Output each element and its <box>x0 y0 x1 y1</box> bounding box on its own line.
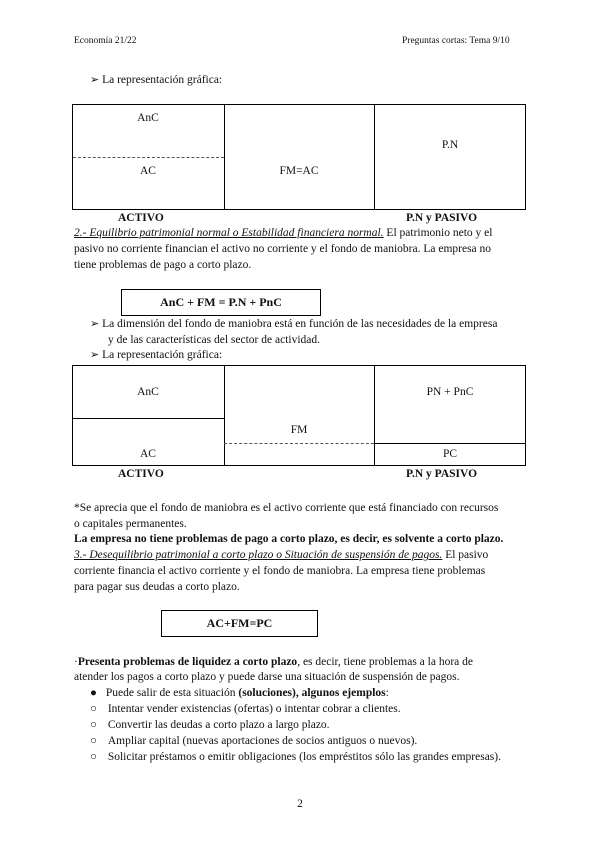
section2-line-1: pasivo no corriente financian el activo no corriente y el fondo de maniobra. La empresa no <box>74 243 492 255</box>
header-topic: Preguntas cortas: Tema 9/10 <box>402 36 510 46</box>
section3-intro-line2: atender los pagos a corto plazo y puede darse una situación de suspensión de pagos. <box>74 671 460 683</box>
section1-bullet-text: La representación gráfica: <box>102 74 223 86</box>
diagram1-ac: AC <box>140 165 156 177</box>
section1-bullet <box>90 73 222 88</box>
diagram2-fm: FM <box>290 424 308 436</box>
list-item <box>90 718 330 733</box>
diagram2-fm-dashed <box>224 443 374 444</box>
section2-conclusion: La empresa no tiene problemas de pago a corto plazo, es decir, es solvente a corto plazo. <box>74 533 504 545</box>
section2-title: 2.- Equilibrio patrimonial normal o Estabilidad financiera normal. <box>74 227 384 239</box>
diagram2-pc-top <box>374 443 526 444</box>
arrow-bullet-icon: ➢ <box>90 318 100 330</box>
list-item <box>90 750 501 765</box>
diagram2-anc-bottom <box>72 418 224 419</box>
diagram2-label-activo: ACTIVO <box>118 468 164 480</box>
section3-solutions-prefix: Puede salir de esta situación <box>105 687 239 699</box>
hollow-circle-bullet-icon: ○ <box>90 719 97 731</box>
section3-title: 3.- Desequilibrio patrimonial a corto plazo o Situación de suspensión de pagos. <box>74 549 443 561</box>
section2-bullet1 <box>90 317 497 332</box>
diagram1-divider-1 <box>224 104 225 210</box>
section3-solutions <box>90 686 389 701</box>
hollow-circle-bullet-icon: ○ <box>90 735 97 747</box>
diagram2-label-pasivo: P.N y PASIVO <box>406 468 478 480</box>
section3-intro <box>74 655 473 670</box>
section2-first-line <box>74 226 492 241</box>
diagram1-fm: FM=AC <box>279 165 319 177</box>
diagram2-ac: AC <box>140 448 156 460</box>
section2-formula: AnC + FM = P.N + PnC <box>121 289 321 316</box>
section3-intro-bold: Presenta problemas de liquidez a corto plazo <box>77 656 298 668</box>
list-item-text: Ampliar capital (nuevas aportaciones de socios antiguos o nuevos). <box>107 735 418 747</box>
diagram1-label-activo: ACTIVO <box>118 212 164 224</box>
section3-intro-rest: , es decir, tiene problemas a la hora de <box>297 656 473 668</box>
section3-line-2: para pagar sus deudas a corto plazo. <box>74 581 240 593</box>
section3-intro-dot: · <box>74 656 78 668</box>
diagram1-label-pasivo: P.N y PASIVO <box>406 212 478 224</box>
section2-bullet1-line-0: La dimensión del fondo de maniobra está en función de las necesidades de la empresa <box>102 318 498 330</box>
section2-bullet1-line-1: y de las características del sector de actividad. <box>108 334 321 346</box>
section2-note-line-1: o capitales permanentes. <box>74 518 187 530</box>
diagram1-divider-2 <box>374 104 375 210</box>
diagram2-divider-1 <box>224 365 225 466</box>
diagram2-anc: AnC <box>137 386 159 398</box>
section3-formula: AC+FM=PC <box>161 610 318 637</box>
diagram1-pn: P.N <box>441 139 459 151</box>
section2-line-2: tiene problemas de pago a corto plazo. <box>74 259 252 271</box>
list-item-text: Intentar vender existencias (ofertas) o intentar cobrar a clientes. <box>107 703 401 715</box>
diagram2-pc: PC <box>442 448 458 460</box>
diagram1-anc: AnC <box>137 112 159 124</box>
page-number: 2 <box>297 798 303 810</box>
list-item <box>90 734 417 749</box>
list-item-text: Convertir las deudas a corto plazo a largo plazo. <box>107 719 330 731</box>
arrow-bullet-icon: ➢ <box>90 349 100 361</box>
section2-line-0: El patrimonio neto y el <box>386 227 493 239</box>
section2-bullet2 <box>90 348 222 363</box>
list-item <box>90 702 401 717</box>
hollow-circle-bullet-icon: ○ <box>90 751 97 763</box>
section3-line-1: corriente financia el activo corriente y el fondo de maniobra. La empresa tiene problemas <box>74 565 486 577</box>
filled-circle-bullet-icon: ● <box>90 687 97 699</box>
section3-solutions-bold: (soluciones), algunos ejemplos <box>238 687 386 699</box>
diagram1-dashed-line <box>73 157 224 158</box>
section2-note-line-0: *Se aprecia que el fondo de maniobra es el activo corriente que está financiado con recursos <box>74 502 499 514</box>
header-subject: Economía 21/22 <box>74 36 137 46</box>
arrow-bullet-icon: ➢ <box>90 74 100 86</box>
list-item-text: Solicitar préstamos o emitir obligaciones (los empréstitos sólo las grandes empresas). <box>107 751 501 763</box>
section2-bullet2-text: La representación gráfica: <box>102 349 223 361</box>
hollow-circle-bullet-icon: ○ <box>90 703 97 715</box>
section3-first-line <box>74 548 488 563</box>
diagram2-pn-pnc: PN + PnC <box>426 386 474 398</box>
section3-line-0: El pasivo <box>445 549 489 561</box>
section3-solutions-suffix: : <box>385 687 389 699</box>
